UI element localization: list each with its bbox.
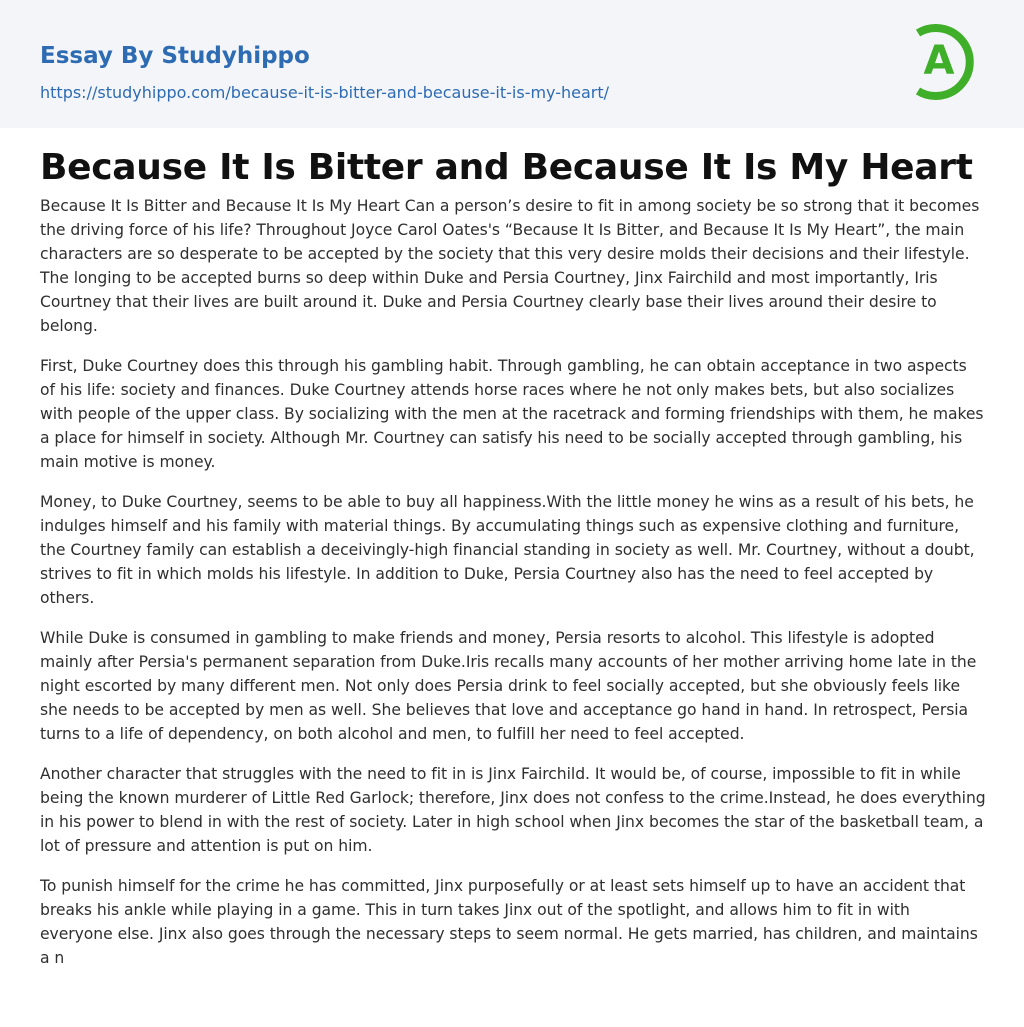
site-header (0, 0, 1024, 128)
studyhippo-logo-icon[interactable] (912, 19, 986, 105)
paragraph: While Duke is consumed in gambling to make friends and money, Persia resorts to alcohol. This lifestyle is adopted mainly after Persia's permanent separation from Duke.Iris recalls many accounts of her mother arriving home late in the night escorted by many different men. Not only does Persia drink to feel socially accepted, but she obviously feels like she needs to be accepted by men as well. She believes that love and acceptance go hand in hand. In retrospect, Persia turns to a life of dependency, on both alcohol and men, to fulfill her need to feel accepted. (40, 629, 977, 743)
paragraph: Another character that struggles with the need to fit in is Jinx Fairchild. It would be, of course, impossible to fit in while being the known murderer of Little Red Garlock; therefore, Jinx does not confess to the crime.Instead, he does everything in his power to blend in with the rest of society. Later in high school when Jinx becomes the star of the basketball team, a lot of pressure and attention is put on him. (40, 765, 986, 855)
article-body (40, 194, 986, 986)
paragraph: Money, to Duke Courtney, seems to be able to buy all happiness.With the little money he wins as a result of his bets, he indulges himself and his family with material things. By accumulating things such as expensive clothing and furniture, the Courtney family can establish a deceivingly-high financial standing in society as well. Mr. Courtney, without a doubt, strives to fit in which molds his lifestyle. In addition to Duke, Persia Courtney also has the need to feel accepted by others. (40, 493, 975, 607)
logo-letter: A (923, 38, 955, 84)
article-title: Because It Is Bitter and Because It Is My Heart (40, 147, 973, 188)
paragraph: First, Duke Courtney does this through his gambling habit. Through gambling, he can obtain acceptance in two aspects of his life: society and finances. Duke Courtney attends horse races where he not only makes bets, but also socializes with people of the upper class. By socializing with the men at the racetrack and forming friendships with them, he makes a place for himself in society. Although Mr. Courtney can satisfy his need to be socially accepted through gambling, his main motive is money. (40, 357, 984, 471)
paragraph: Because It Is Bitter and Because It Is My Heart Can a person’s desire to fit in among society be so strong that it becomes the driving force of his life? Throughout Joyce Carol Oates's “Because It Is Bitter, and Because It Is My Heart”, the main characters are so desperate to be accepted by the society that this very desire molds their decisions and their lifestyle. The longing to be accepted burns so deep within Duke and Persia Courtney, Jinx Fairchild and most importantly, Iris Courtney that their lives are built around it. Duke and Persia Courtney clearly base their lives around their desire to belong. (40, 197, 980, 335)
paragraph: To punish himself for the crime he has committed, Jinx purposefully or at least sets himself up to have an accident that breaks his ankle while playing in a game. This in turn takes Jinx out of the spotlight, and allows him to fit in with everyone else. Jinx also goes through the necessary steps to seem normal. He gets married, has children, and maintains a n (40, 877, 978, 967)
site-brand[interactable]: Essay By Studyhippo (40, 43, 310, 69)
article-url-link[interactable]: https://studyhippo.com/because-it-is-bitter-and-because-it-is-my-heart/ (40, 83, 610, 102)
